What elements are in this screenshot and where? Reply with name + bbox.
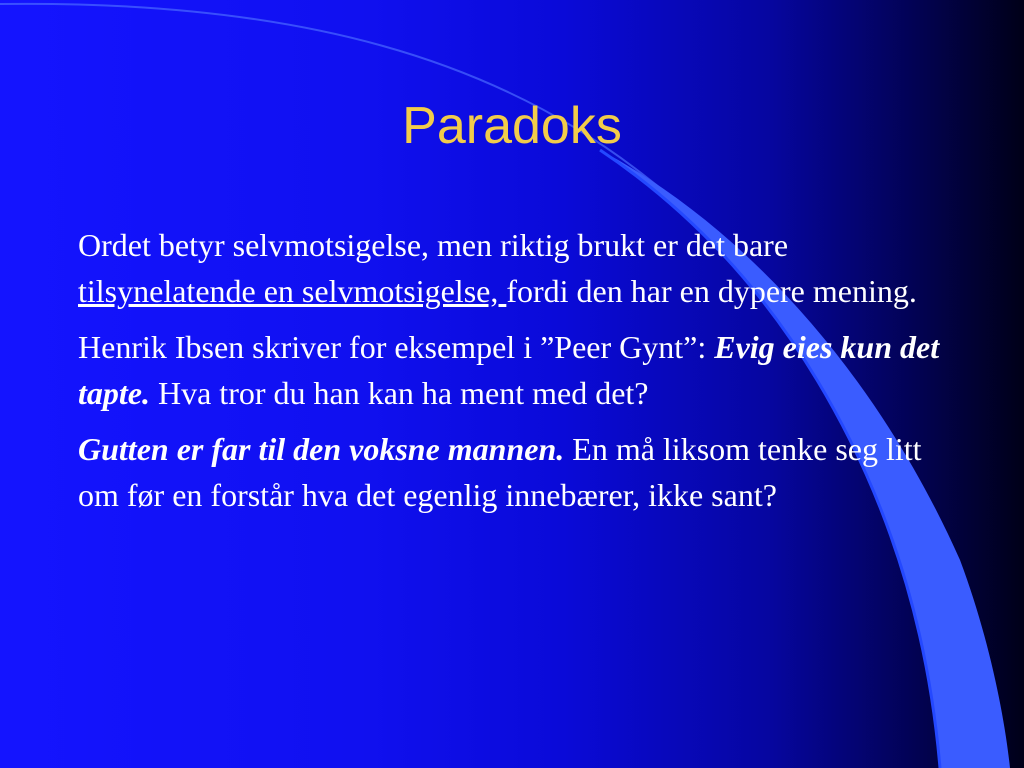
slide-title: Paradoks [402, 97, 622, 155]
paragraph-definition [78, 222, 958, 314]
underlined-phrase: tilsynelatende en selvmotsigelse, [78, 273, 507, 309]
paragraph-definition-text: Ordet betyr selvmotsigelse, men riktig brukt er det bare [78, 227, 789, 263]
paragraph-ibsen-example [78, 324, 958, 416]
paragraph-ibsen-question: Hva tror du han kan ha ment med det? [149, 375, 649, 411]
slide-body [78, 222, 958, 528]
paragraph-second-example [78, 426, 958, 518]
ibsen-quote: Evig eies kun det tapte. [78, 329, 940, 411]
second-quote: Gutten er far til den voksne mannen. [78, 431, 565, 467]
paragraph-ibsen-text: Henrik Ibsen skriver for eksempel i ”Peer Gynt”: [78, 329, 715, 365]
paragraph-second-text: En må liksom tenke seg litt om før en forstår hva det egenlig innebærer, ikke sant? [78, 431, 922, 513]
paragraph-definition-end: fordi den har en dypere mening. [506, 273, 917, 309]
